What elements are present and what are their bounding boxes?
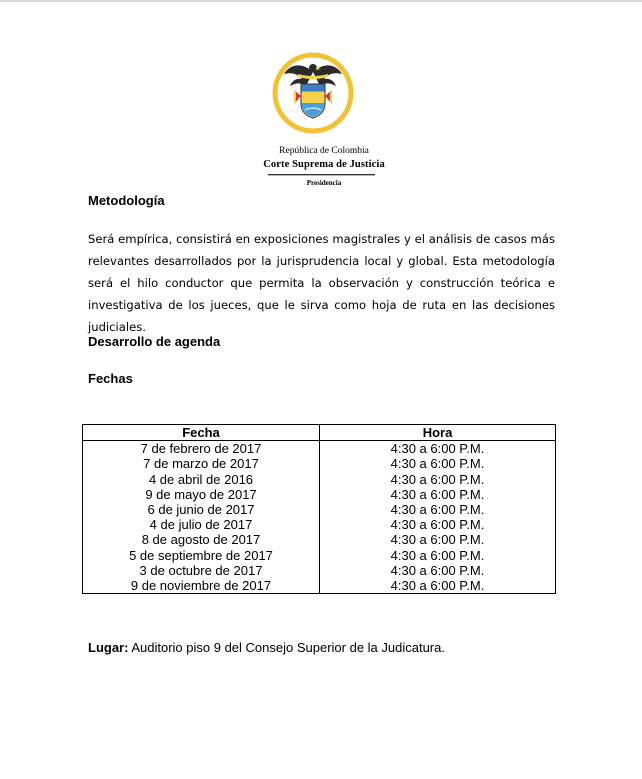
cell-hora: 4:30 a 6:00 P.M.	[320, 548, 556, 563]
header-rule-gold	[268, 175, 375, 176]
cell-hora: 4:30 a 6:00 P.M.	[320, 578, 556, 594]
cell-hora: 4:30 a 6:00 P.M.	[320, 502, 556, 517]
table-row	[83, 487, 556, 502]
cell-fecha: 9 de noviembre de 2017	[83, 578, 320, 594]
table-row	[83, 517, 556, 532]
cell-hora: 4:30 a 6:00 P.M.	[320, 441, 556, 457]
section-title-agenda: Desarrollo de agenda	[88, 334, 221, 349]
colombia-coat-of-arms-icon	[272, 48, 354, 140]
cell-fecha: 7 de febrero de 2017	[83, 441, 320, 457]
cell-fecha: 4 de abril de 2016	[83, 472, 320, 487]
lugar-label: Lugar:	[88, 640, 129, 655]
cell-hora: 4:30 a 6:00 P.M.	[320, 456, 556, 471]
table-row	[83, 441, 556, 457]
cell-hora: 4:30 a 6:00 P.M.	[320, 532, 556, 547]
cell-fecha: 4 de julio de 2017	[83, 517, 320, 532]
cell-fecha: 9 de mayo de 2017	[83, 487, 320, 502]
section-title-fechas: Fechas	[88, 371, 133, 386]
cell-hora: 4:30 a 6:00 P.M.	[320, 487, 556, 502]
header-court: Corte Suprema de Justicia	[263, 159, 385, 170]
header-office: Presidencia	[306, 179, 342, 187]
column-header-hora: Hora	[320, 425, 556, 441]
page-top-border	[0, 0, 642, 2]
cell-fecha: 6 de junio de 2017	[83, 502, 320, 517]
column-header-fecha: Fecha	[83, 425, 320, 441]
agenda-table	[82, 424, 556, 594]
header-country: República de Colombia	[279, 146, 369, 156]
table-header-row	[83, 425, 556, 441]
table-row	[83, 563, 556, 578]
cell-fecha: 8 de agosto de 2017	[83, 532, 320, 547]
lugar-line	[88, 640, 445, 655]
table-row	[83, 502, 556, 517]
cell-hora: 4:30 a 6:00 P.M.	[320, 563, 556, 578]
cell-hora: 4:30 a 6:00 P.M.	[320, 517, 556, 532]
table-row	[83, 578, 556, 594]
cell-fecha: 7 de marzo de 2017	[83, 456, 320, 471]
table-row	[83, 472, 556, 487]
cell-fecha: 3 de octubre de 2017	[83, 563, 320, 578]
cell-hora: 4:30 a 6:00 P.M.	[320, 472, 556, 487]
metodologia-paragraph: Será empírica, consistirá en exposiciones magistrales y el análisis de casos más relevantes desarrollados por la jurisprudencia local y global. Esta metodología será el hilo conductor que permita la observación y construcción teórica e investigativa de los jueces, que le sirva como hoja de ruta en las decisiones judiciales.	[88, 232, 555, 334]
table-row	[83, 532, 556, 547]
table-row	[83, 456, 556, 471]
cell-fecha: 5 de septiembre de 2017	[83, 548, 320, 563]
section-title-metodologia: Metodología	[88, 193, 165, 208]
lugar-value: Auditorio piso 9 del Consejo Superior de la Judicatura.	[128, 640, 445, 655]
table-row	[83, 548, 556, 563]
